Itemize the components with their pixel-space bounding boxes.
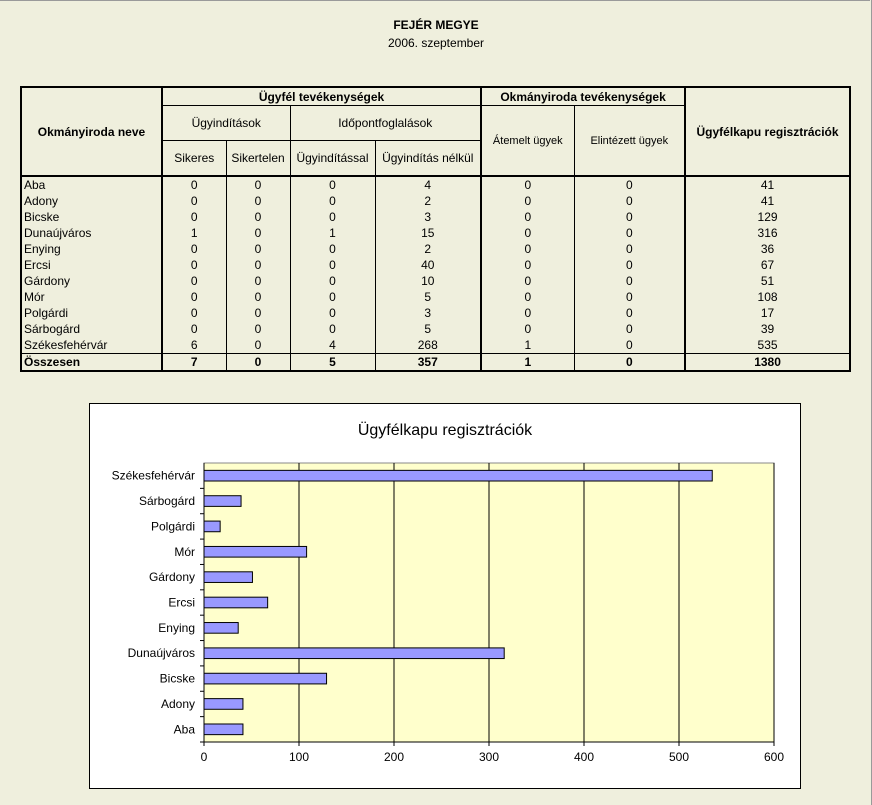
bar-Mór [204, 546, 307, 557]
value-cell: 0 [574, 289, 685, 305]
header-transferred: Átemelt ügyek [481, 106, 574, 177]
value-cell: 0 [574, 354, 685, 372]
value-cell: 0 [481, 273, 574, 289]
value-cell: 129 [685, 209, 850, 225]
value-cell: 0 [574, 225, 685, 241]
value-cell: 0 [574, 321, 685, 337]
value-cell: 0 [290, 289, 375, 305]
value-cell: 0 [162, 305, 226, 321]
x-tick-label: 600 [763, 750, 785, 764]
bar-Aba [204, 724, 243, 735]
value-cell: 0 [226, 241, 290, 257]
x-tick-label: 100 [288, 750, 310, 764]
value-cell: 36 [685, 241, 850, 257]
y-category-label: Ercsi [168, 595, 195, 610]
value-cell: 0 [574, 241, 685, 257]
bar-Adony [204, 699, 243, 710]
value-cell: 0 [290, 321, 375, 337]
value-cell: 0 [226, 321, 290, 337]
y-category-label: Bicske [159, 671, 195, 686]
office-name-cell: Dunaújváros [21, 225, 162, 241]
value-cell: 0 [574, 176, 685, 193]
chart-title: Ügyfélkapu regisztrációk [357, 422, 533, 439]
value-cell: 0 [226, 337, 290, 354]
value-cell: 0 [481, 193, 574, 209]
value-cell: 39 [685, 321, 850, 337]
y-category-label: Gárdony [148, 570, 195, 585]
bar-chart [90, 404, 800, 788]
value-cell: 0 [226, 289, 290, 305]
value-cell: 15 [375, 225, 481, 241]
value-cell: 6 [162, 337, 226, 354]
value-cell: 0 [290, 193, 375, 209]
value-cell: 2 [375, 193, 481, 209]
value-cell: 0 [162, 241, 226, 257]
value-cell: 5 [375, 289, 481, 305]
bar-Polgárdi [204, 521, 220, 532]
value-cell: 0 [290, 273, 375, 289]
value-cell: 0 [226, 209, 290, 225]
value-cell: 0 [290, 241, 375, 257]
header-office-name: Okmányiroda neve [21, 87, 162, 176]
chart-panel [89, 403, 801, 789]
table-row [21, 209, 850, 225]
value-cell: 0 [290, 305, 375, 321]
table-row [21, 273, 850, 289]
header-client-gate: Ügyfélkapu regisztrációk [685, 87, 850, 176]
header-unsuccessful: Sikertelen [226, 141, 290, 177]
value-cell: 0 [226, 273, 290, 289]
y-category-label: Polgárdi [150, 519, 195, 534]
value-cell: 0 [481, 321, 574, 337]
value-cell: 67 [685, 257, 850, 273]
value-cell: 1 [162, 225, 226, 241]
office-name-cell: Polgárdi [21, 305, 162, 321]
table-row [21, 305, 850, 321]
office-name-cell: Összesen [21, 354, 162, 372]
header-appointments: Időpontfoglalások [290, 106, 481, 141]
table-row [21, 225, 850, 241]
value-cell: 0 [574, 305, 685, 321]
y-category-label: Aba [173, 722, 195, 737]
office-name-cell: Enying [21, 241, 162, 257]
value-cell: 0 [481, 176, 574, 193]
office-name-cell: Adony [21, 193, 162, 209]
header-without-case: Ügyindítás nélkül [375, 141, 481, 177]
y-category-label: Mór [174, 544, 195, 559]
value-cell: 1 [481, 337, 574, 354]
table-row [21, 176, 850, 193]
bar-Ercsi [204, 597, 268, 608]
header-group-client: Ügyfél tevékenységek [162, 87, 481, 106]
value-cell: 0 [481, 225, 574, 241]
statistics-table [20, 86, 851, 372]
x-tick-label: 0 [200, 750, 208, 764]
x-tick-label: 300 [478, 750, 500, 764]
header-completed: Elintézett ügyek [574, 106, 685, 177]
y-category-label: Székesfehérvár [111, 468, 195, 483]
value-cell: 0 [162, 289, 226, 305]
value-cell: 268 [375, 337, 481, 354]
value-cell: 0 [226, 225, 290, 241]
office-name-cell: Aba [21, 176, 162, 193]
value-cell: 0 [481, 305, 574, 321]
value-cell: 2 [375, 241, 481, 257]
y-category-label: Adony [160, 696, 195, 711]
value-cell: 0 [481, 289, 574, 305]
value-cell: 0 [481, 257, 574, 273]
value-cell: 0 [481, 209, 574, 225]
value-cell: 3 [375, 209, 481, 225]
value-cell: 0 [226, 193, 290, 209]
bar-Enying [204, 623, 238, 634]
office-name-cell: Bicske [21, 209, 162, 225]
value-cell: 10 [375, 273, 481, 289]
office-name-cell: Székesfehérvár [21, 337, 162, 354]
value-cell: 0 [574, 257, 685, 273]
value-cell: 535 [685, 337, 850, 354]
value-cell: 0 [290, 209, 375, 225]
header-group-office: Okmányiroda tevékenységek [481, 87, 685, 106]
table-row [21, 337, 850, 354]
value-cell: 0 [162, 321, 226, 337]
value-cell: 40 [375, 257, 481, 273]
value-cell: 357 [375, 354, 481, 372]
bar-Bicske [204, 673, 327, 684]
value-cell: 41 [685, 176, 850, 193]
header-with-case: Ügyindítással [290, 141, 375, 177]
value-cell: 0 [162, 257, 226, 273]
value-cell: 0 [574, 193, 685, 209]
value-cell: 0 [290, 176, 375, 193]
x-tick-label: 500 [668, 750, 690, 764]
page-subtitle: 2006. szeptember [387, 36, 485, 50]
value-cell: 4 [290, 337, 375, 354]
value-cell: 1 [481, 354, 574, 372]
value-cell: 0 [162, 176, 226, 193]
value-cell: 0 [574, 209, 685, 225]
table-row [21, 193, 850, 209]
office-name-cell: Mór [21, 289, 162, 305]
value-cell: 108 [685, 289, 850, 305]
office-name-cell: Gárdony [21, 273, 162, 289]
value-cell: 0 [226, 305, 290, 321]
bar-Székesfehérvár [204, 470, 712, 481]
table-total-row [21, 354, 850, 372]
value-cell: 1 [290, 225, 375, 241]
page-title: FEJÉR MEGYE [393, 18, 479, 32]
value-cell: 0 [162, 193, 226, 209]
value-cell: 0 [574, 337, 685, 354]
value-cell: 316 [685, 225, 850, 241]
y-category-label: Sárbogárd [138, 494, 195, 509]
value-cell: 7 [162, 354, 226, 372]
value-cell: 5 [290, 354, 375, 372]
x-tick-label: 400 [573, 750, 595, 764]
value-cell: 0 [226, 176, 290, 193]
value-cell: 41 [685, 193, 850, 209]
value-cell: 0 [481, 241, 574, 257]
value-cell: 0 [574, 273, 685, 289]
office-name-cell: Sárbogárd [21, 321, 162, 337]
value-cell: 0 [290, 257, 375, 273]
value-cell: 5 [375, 321, 481, 337]
office-name-cell: Ercsi [21, 257, 162, 273]
value-cell: 0 [162, 273, 226, 289]
value-cell: 0 [226, 257, 290, 273]
value-cell: 0 [226, 354, 290, 372]
table-row [21, 289, 850, 305]
table-row [21, 241, 850, 257]
value-cell: 4 [375, 176, 481, 193]
value-cell: 0 [162, 209, 226, 225]
value-cell: 1380 [685, 354, 850, 372]
header-case-starts: Ügyindítások [162, 106, 290, 141]
y-category-label: Enying [158, 620, 195, 635]
x-tick-label: 200 [383, 750, 405, 764]
value-cell: 3 [375, 305, 481, 321]
bar-Dunaújváros [204, 648, 504, 659]
bar-Sárbogárd [204, 496, 241, 507]
header-successful: Sikeres [162, 141, 226, 177]
y-category-label: Dunaújváros [127, 646, 195, 661]
table-row [21, 321, 850, 337]
bar-Gárdony [204, 572, 252, 583]
table-row [21, 257, 850, 273]
window-frame-top [0, 0, 870, 1]
value-cell: 51 [685, 273, 850, 289]
value-cell: 17 [685, 305, 850, 321]
